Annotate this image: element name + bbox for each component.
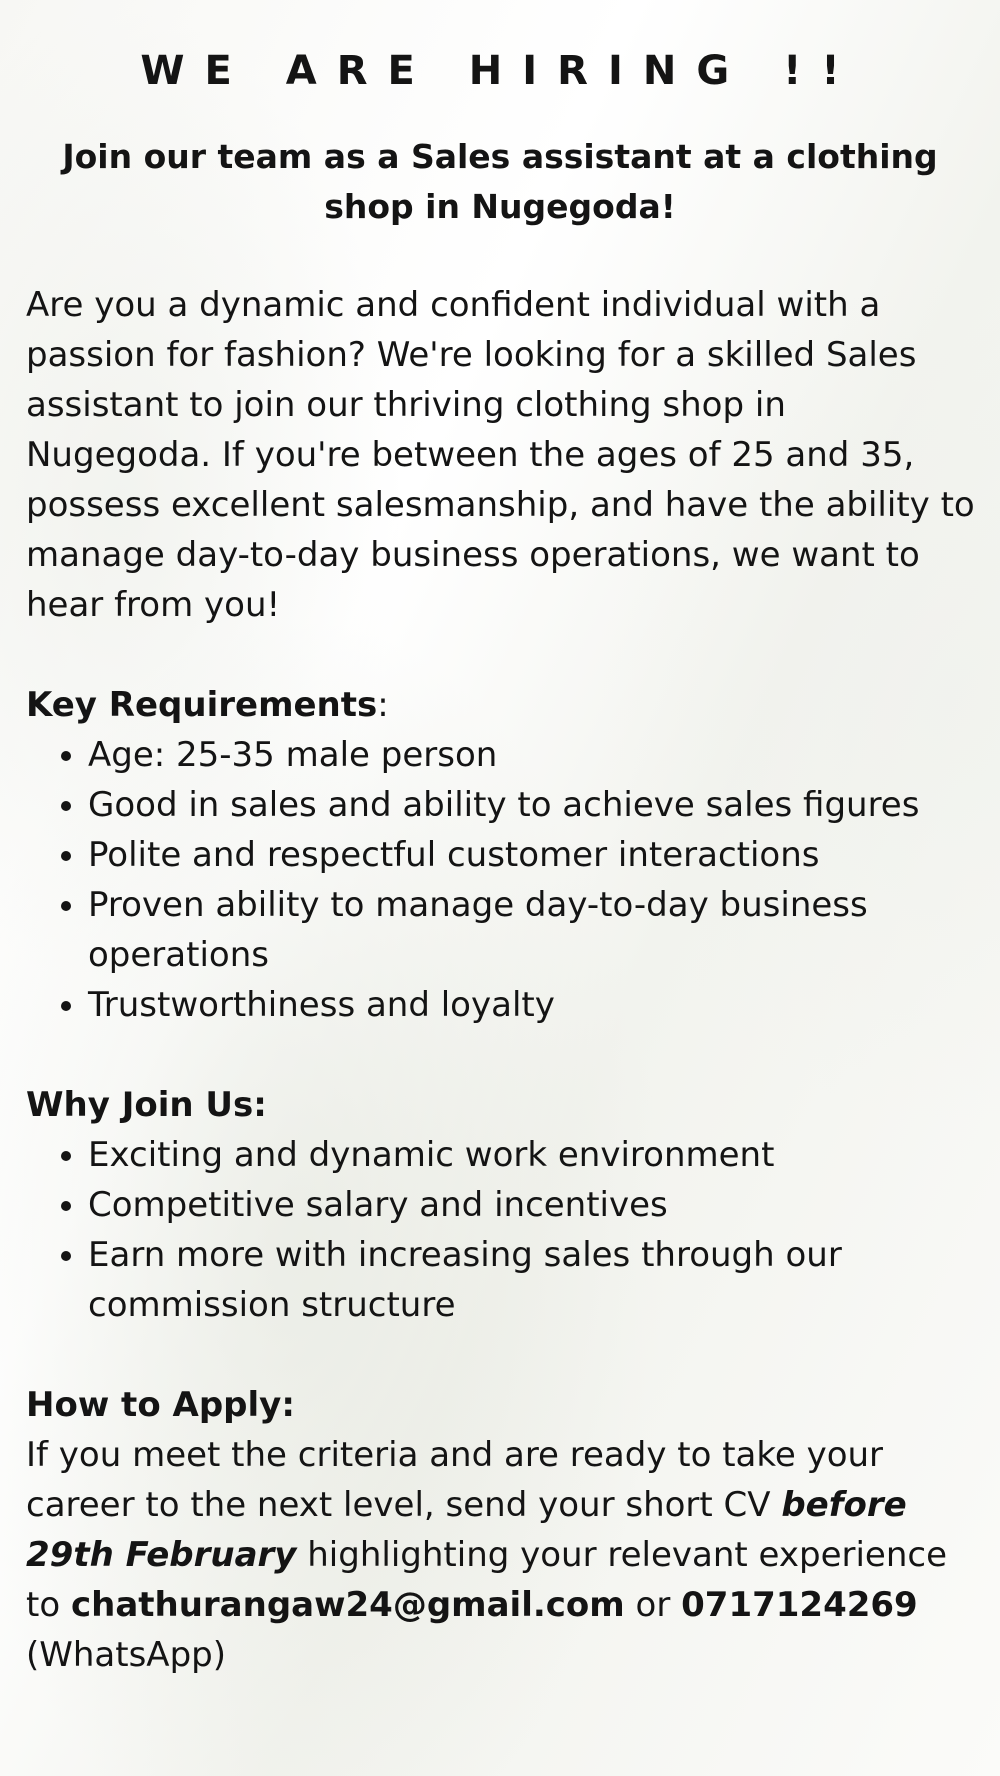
poster-subtitle: Join our team as a Sales assistant at a clothing shop in Nugegoda! (62, 137, 938, 226)
how-to-apply-heading: How to Apply: (26, 1385, 295, 1425)
deadline-text: before 29th February (26, 1485, 907, 1575)
requirements-heading-colon: : (377, 685, 389, 725)
why-join-heading: Why Join Us: (26, 1085, 267, 1125)
list-item: • Earn more with increasing sales through our commission structure (88, 1230, 976, 1330)
requirements-list (26, 730, 976, 1030)
requirements-heading-label: Key Requirements (26, 685, 378, 725)
why-join-list (26, 1130, 976, 1330)
intro-paragraph: Are you a dynamic and confident individual with a passion for fashion? We're looking for a skilled Sales assistant to join our thriving clothing shop in Nugegoda. If you're between the ages of 25 and 35, possess excellent salesmanship, and have the ability to manage day-to-day business operations, we want to hear from you! (26, 285, 975, 625)
apply-text: highlighting your relevant experience to (26, 1535, 947, 1625)
list-item: • Trustworthiness and loyalty (88, 980, 976, 1030)
apply-paragraph (26, 1430, 976, 1680)
list-item: • Competitive salary and incentives (88, 1180, 976, 1230)
requirements-heading (26, 680, 389, 730)
email-address: chathurangaw24@gmail.com (70, 1585, 625, 1625)
list-item: • Proven ability to manage day-to-day business operations (88, 880, 976, 980)
apply-text: If you meet the criteria and are ready to take your career to the next level, send your short CV (26, 1435, 884, 1525)
list-item: • Exciting and dynamic work environment (88, 1130, 976, 1180)
list-item: • Good in sales and ability to achieve sales figures (88, 780, 976, 830)
apply-text: (WhatsApp) (26, 1635, 226, 1675)
list-item: • Age: 25-35 male person (88, 730, 976, 780)
list-item: • Polite and respectful customer interactions (88, 830, 976, 880)
phone-number: 0717124269 (681, 1585, 918, 1625)
apply-text: or (624, 1585, 682, 1625)
poster-title: WE ARE HIRING !! (140, 48, 860, 94)
